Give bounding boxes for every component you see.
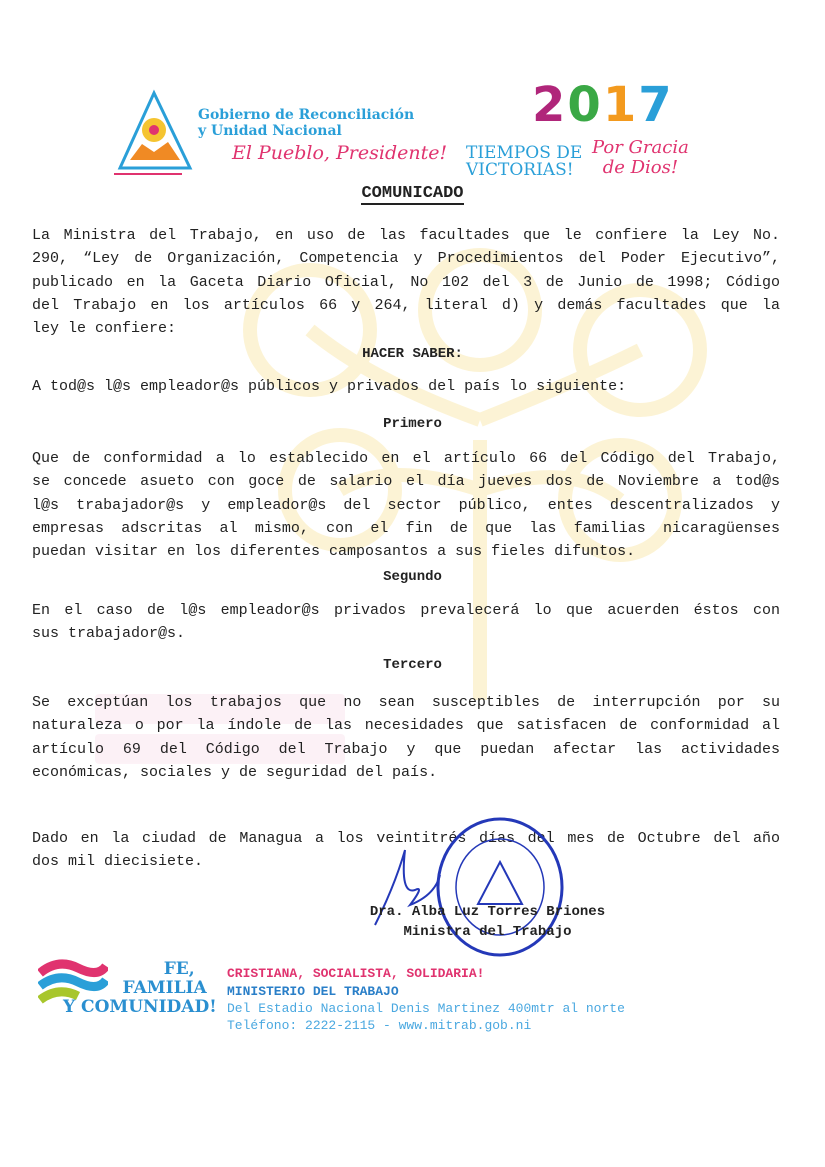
government-name: Gobierno de Reconciliación y Unidad Nacional: [198, 107, 415, 139]
para5-line: naturaleza o por la índole de las necesidades que satisfacen de conformidad al: [32, 717, 780, 735]
para3-line: empresas adscritas al mismo, con el fin de que las familias nicaragüenses: [32, 519, 780, 537]
para6-line: dos mil diecisiete.: [32, 853, 204, 871]
signer-name: Dra. Alba Luz Torres Briones: [369, 904, 606, 920]
government-logo: [112, 88, 197, 178]
para3-line: Que de conformidad a lo establecido en el artículo 66 del Código del Trabajo,: [32, 450, 780, 467]
signer-role: Ministra del Trabajo: [403, 924, 572, 940]
tiempos-logo: TIEMPOS DE VICTORIAS!: [466, 143, 583, 180]
para6-line: Dado en la ciudad de Managua a los veintitrés días del mes de Octubre del año: [32, 830, 780, 847]
year-logo: 2017: [532, 77, 674, 133]
por-gracia-logo: Por Gracia de Dios!: [592, 137, 689, 178]
para4-line: En el caso de l@s empleador@s privados prevalecerá lo que acuerden éstos con: [32, 602, 780, 619]
fe-familia-comunidad: FE, FAMILIA Y COMUNIDAD!: [63, 959, 217, 1017]
para5-line: artículo 69 del Código del Trabajo y que puedan afectar las actividades: [32, 740, 780, 758]
heading-primero: Primero: [383, 416, 442, 432]
para3-line: l@s trabajador@s y empleador@s del sector público, entes descentralizados y: [32, 496, 780, 514]
para1-line: ley le confiere:: [32, 320, 177, 338]
para1-line: La Ministra del Trabajo, en uso de las facultades que le confiere la Ley No.: [32, 227, 780, 244]
para1-line: publicado en la Gaceta Diario Oficial, No 102 del 3 de Junio de 1998; Código: [32, 273, 780, 291]
para4-line: sus trabajador@s.: [32, 625, 186, 643]
para1-line: del Trabajo en los artículos 66 y 264, literal d) y demás facultades que la: [32, 296, 780, 314]
para3-line: se concede asueto con goce de salario el día jueves dos de Noviembre a tod@s: [32, 473, 780, 491]
para5-line: Se exceptúan los trabajos que no sean susceptibles de interrupción por su: [32, 694, 780, 711]
footer-ministry: MINISTERIO DEL TRABAJO: [227, 984, 399, 999]
handwritten-signature: [365, 845, 445, 935]
para1-line: 290, “Ley de Organización, Competencia y Procedimientos del Poder Ejecutivo”,: [32, 250, 780, 268]
para2-line: A tod@s l@s empleador@s públicos y privados del país lo siguiente:: [32, 378, 627, 395]
para5-line: económicas, sociales y de seguridad del país.: [32, 763, 438, 781]
heading-hacer-saber: HACER SABER:: [362, 346, 463, 362]
heading-segundo: Segundo: [383, 569, 442, 585]
footer-motto: CRISTIANA, SOCIALISTA, SOLIDARIA!: [227, 966, 485, 981]
footer-address: Del Estadio Nacional Denis Martinez 400mtr al norte: [227, 1001, 625, 1016]
document-title: COMUNICADO: [361, 184, 464, 203]
slogan: El Pueblo, Presidente!: [232, 142, 448, 164]
para3-line: puedan visitar en los diferentes camposantos a sus fieles difuntos.: [32, 543, 636, 561]
heading-tercero: Tercero: [383, 657, 442, 673]
footer-contact: Teléfono: 2222-2115 - www.mitrab.gob.ni: [227, 1018, 532, 1033]
